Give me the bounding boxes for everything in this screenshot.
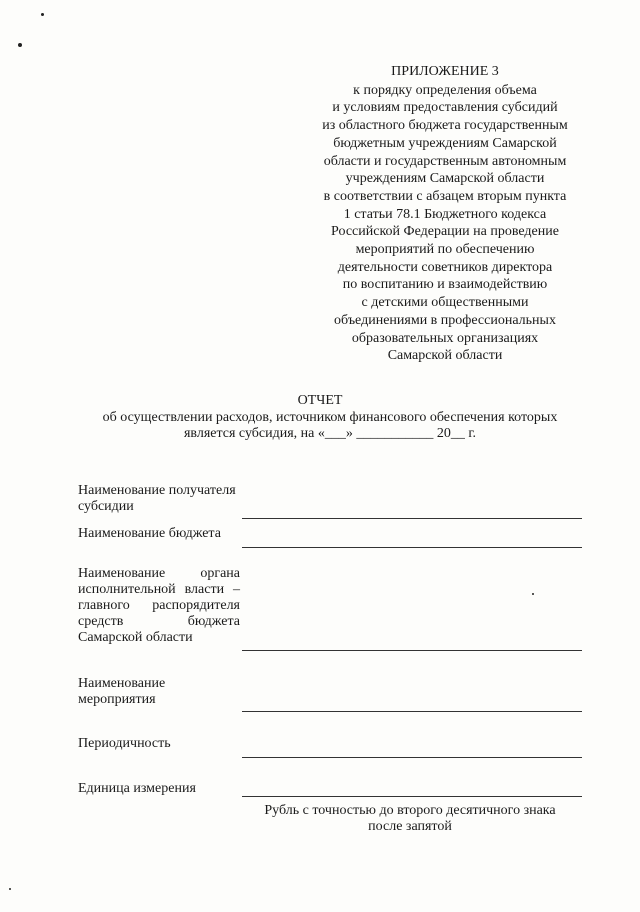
appendix-line: в соответствии с абзацем вторым пункта	[323, 188, 567, 204]
appendix-line: к порядку определения объема	[353, 82, 537, 98]
periodicity-field[interactable]	[242, 757, 582, 758]
appendix-line: бюджетным учреждениям Самарской	[333, 135, 557, 151]
report-subtitle	[60, 410, 600, 442]
appendix-line: учреждениям Самарской области	[345, 171, 545, 187]
recipient-field[interactable]	[242, 518, 582, 519]
appendix-line: мероприятий по обеспечению	[355, 242, 535, 258]
appendix-line: образовательных организациях	[351, 330, 539, 346]
budget-field[interactable]	[242, 547, 582, 548]
scan-speck	[41, 13, 44, 16]
authority-label: Наименование органа исполнительной власти – главного распорядителя средств бюджета Самарской области	[78, 566, 240, 645]
appendix-line: с детскими общественными	[361, 295, 529, 311]
appendix-line: объединениями в профессиональных	[334, 312, 556, 328]
appendix-line: Самарской области	[387, 348, 503, 364]
appendix-line: по воспитанию и взаимодействию	[342, 277, 548, 293]
scan-speck	[532, 593, 534, 595]
unit-footnote: Рубль с точностью до второго десятичного знака после запятой	[264, 803, 556, 834]
appendix-heading: ПРИЛОЖЕНИЕ 3	[391, 64, 499, 79]
appendix-block	[300, 63, 590, 365]
recipient-label: Наименование получателя субсидии	[78, 483, 236, 514]
report-subtitle-line: является субсидия, на «___» ___________ 20__ г.	[183, 426, 477, 441]
scan-speck	[18, 43, 22, 47]
appendix-line: и условиям предоставления субсидий	[332, 100, 558, 116]
report-subtitle-line: об осуществлении расходов, источником финансового обеспечения которых	[102, 410, 558, 425]
appendix-line: 1 статьи 78.1 Бюджетного кодекса	[343, 206, 547, 222]
unit-field[interactable]	[242, 796, 582, 797]
scan-speck	[9, 888, 11, 890]
appendix-line: деятельности советников директора	[337, 259, 553, 275]
appendix-line: области и государственным автономным	[323, 153, 567, 169]
budget-label: Наименование бюджета	[78, 526, 221, 541]
unit-label: Единица измерения	[78, 781, 196, 796]
periodicity-label: Периодичность	[78, 736, 171, 751]
event-field[interactable]	[242, 711, 582, 712]
event-label: Наименование мероприятия	[78, 676, 166, 707]
appendix-line: Российской Федерации на проведение	[331, 224, 559, 240]
authority-field[interactable]	[242, 650, 582, 651]
appendix-line: из областного бюджета государственным	[322, 118, 568, 134]
report-title: ОТЧЕТ	[297, 393, 343, 408]
